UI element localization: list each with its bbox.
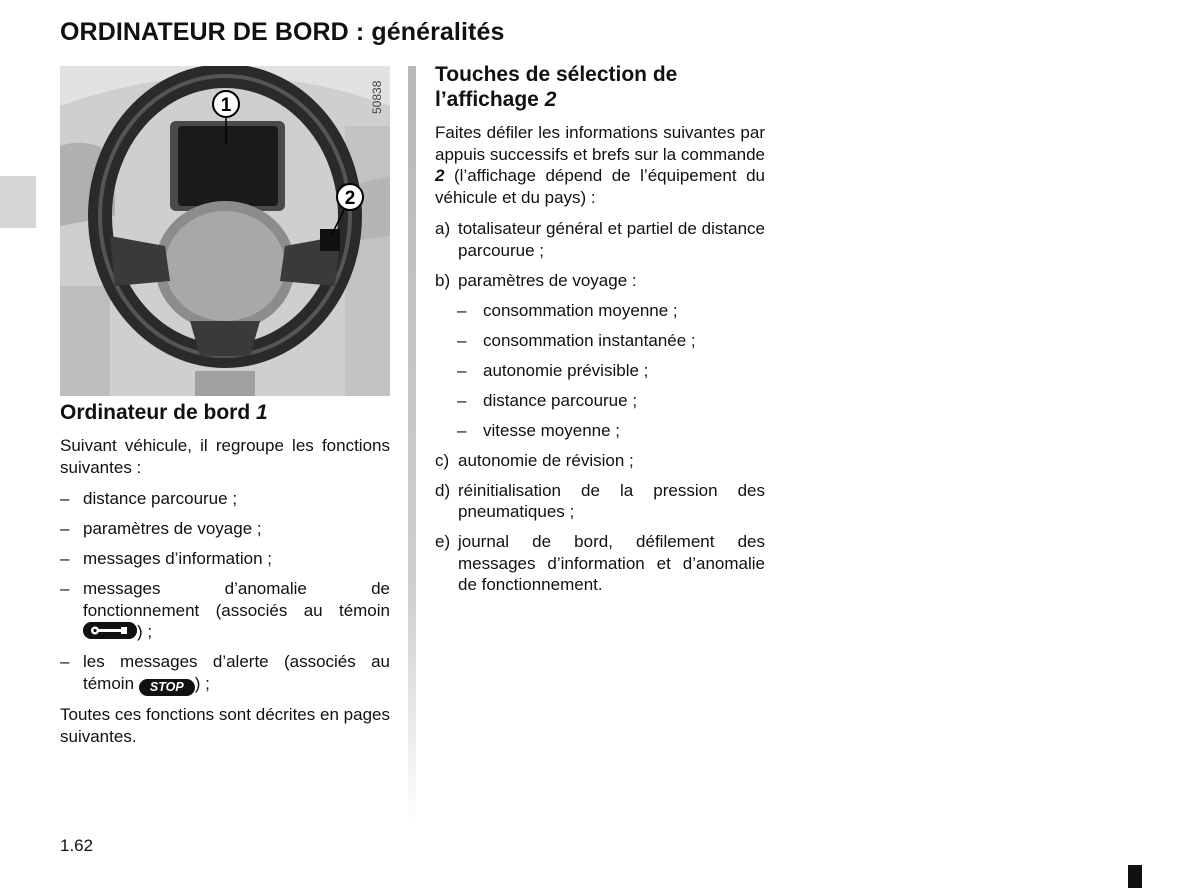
list-item: – paramètres de voyage ; [60, 519, 262, 538]
figure-reference-number: 50838 [370, 80, 384, 114]
sub-list-item: – distance parcourue ; [457, 390, 638, 410]
stop-icon: STOP [139, 679, 195, 696]
list-item-c: c) autonomie de révision ; [435, 450, 634, 470]
sub-list-item: – autonomie prévisible ; [457, 360, 649, 380]
sub-list-item: – consommation instantanée ; [457, 330, 696, 350]
page-number: 1.62 [60, 836, 94, 855]
list-item: – les messages d’alerte (associés au témoin STOP ) ; [60, 652, 390, 694]
left-column [60, 400, 390, 757]
callout-2-label: 2 [344, 188, 356, 209]
list-item: – messages d’information ; [60, 549, 272, 568]
right-intro: Faites défiler les informations suivantes par appuis successifs et brefs sur la commande 2 (l’affichage dépend de l’équipement du véhicule et du pays) : [435, 123, 765, 207]
left-heading: Ordinateur de bord 1 [60, 401, 268, 424]
dashboard-photo [60, 66, 390, 396]
section-tab [0, 176, 36, 228]
list-item: – messages d’anomalie de fonctionnement (associés au témoin ) ; [60, 579, 390, 641]
list-item: – distance parcourue ; [60, 489, 238, 508]
list-item-a: a) totalisateur général et partiel de distance parcourue ; [435, 219, 765, 260]
sub-list-item: – consommation moyenne ; [457, 300, 678, 320]
page-title: ORDINATEUR DE BORD : généralités [60, 18, 505, 46]
sub-list-item: – vitesse moyenne ; [457, 420, 621, 440]
left-intro: Suivant véhicule, il regroupe les fonctions suivantes : [60, 436, 390, 477]
left-outro: Toutes ces fonctions sont décrites en pages suivantes. [60, 705, 390, 746]
right-heading: Touches de sélection de l’affichage 2 [435, 63, 678, 111]
callout-1-label: 1 [220, 95, 232, 116]
column-divider [408, 66, 416, 826]
page-corner-mark [1128, 865, 1142, 888]
wrench-icon [83, 622, 137, 639]
list-item-d: d) réinitialisation de la pression des pneumatiques ; [435, 480, 765, 521]
list-item-e: e) journal de bord, défilement des messages d’information et d’anomalie de fonctionnement. [435, 532, 765, 594]
list-item-b: b) paramètres de voyage : [435, 270, 637, 290]
steering-wheel-illustration [60, 66, 390, 396]
right-column [435, 62, 765, 604]
